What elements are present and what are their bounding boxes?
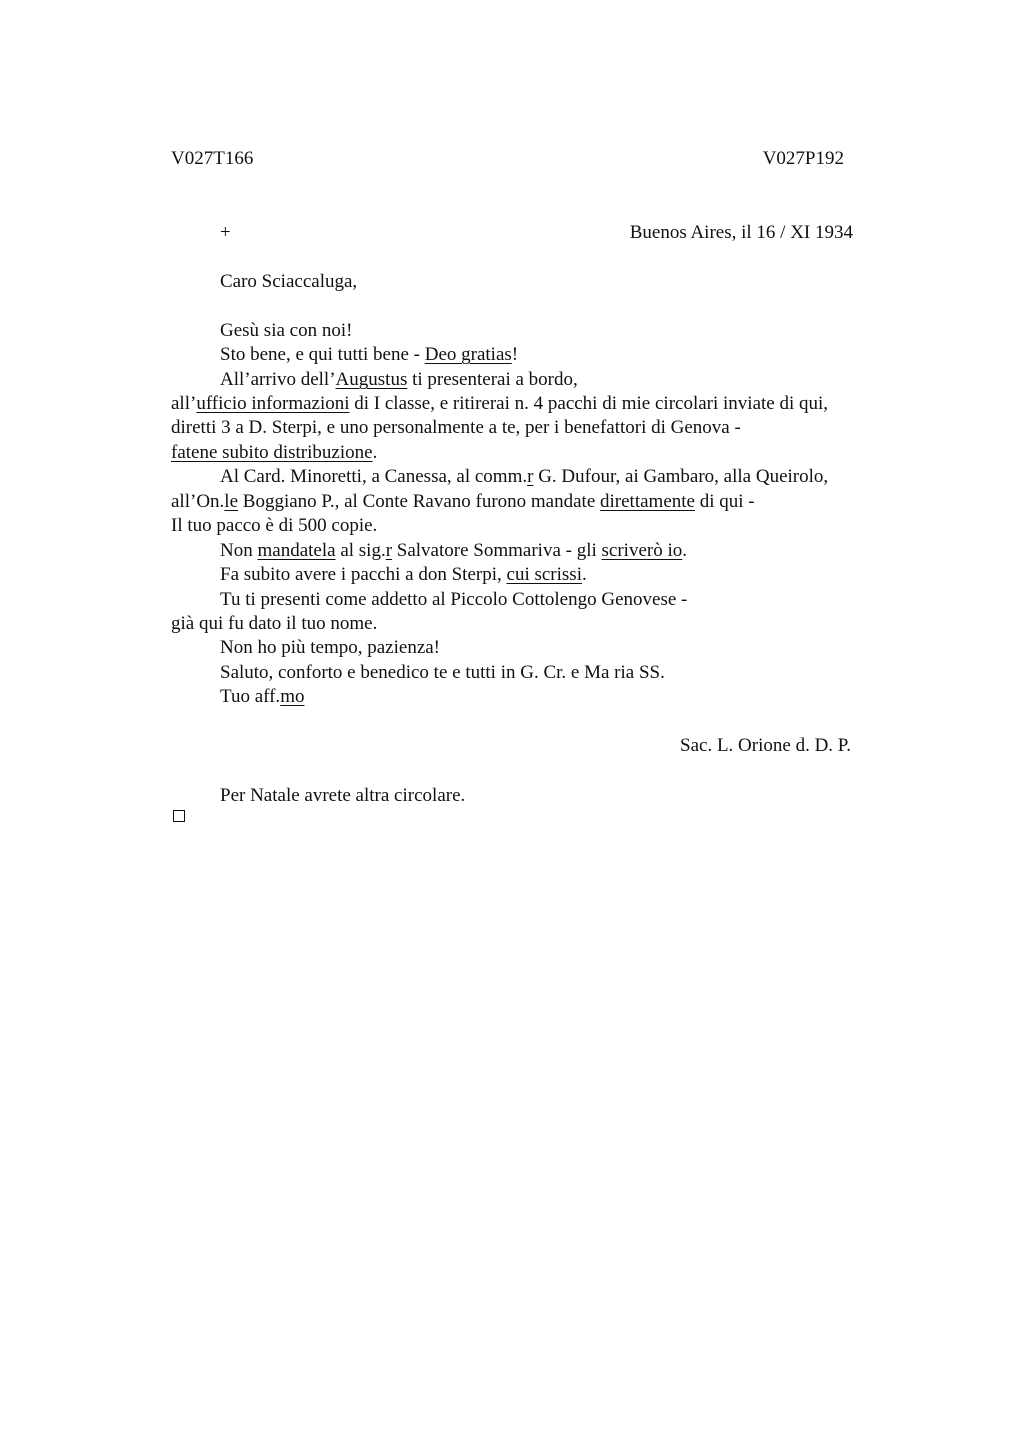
underlined-text: scriverò io [601,540,683,561]
letter-line-12: Tu ti presenti come addetto al Piccolo Cottolengo Genovese - [220,589,688,610]
letter-line-3: All’arrivo dell’Augustus ti presenterai a bordo, [220,369,578,390]
underlined-text: mo [280,686,305,707]
document-code-left: V027T166 [171,148,254,169]
letter-line-15: Saluto, conforto e benedico te e tutti in G. Cr. e Ma ria SS. [220,662,665,683]
underlined-text: r [527,466,534,487]
underlined-text: direttamente [600,491,695,512]
letter-line-2: Sto bene, e qui tutti bene - Deo gratias! [220,344,519,365]
letter-line-10: Non mandatela al sig.r Salvatore Sommariva - gli scriverò io. [220,540,687,561]
letter-line-7: Al Card. Minoretti, a Canessa, al comm.r G. Dufour, ai Gambaro, alla Queirolo, [220,466,829,487]
postscript: Per Natale avrete altra circolare. [220,785,466,806]
letter-line-6: fatene subito distribuzione. [171,442,378,463]
signature: Sac. L. Orione d. D. P. [680,735,851,756]
underlined-text: mandatela [257,540,336,561]
underlined-text: le [224,491,239,512]
underlined-text: ufficio informazioni [196,393,350,414]
underlined-text: Deo gratias [424,344,512,365]
place-date: Buenos Aires, il 16 / XI 1934 [629,222,853,243]
letter-line-5: diretti 3 a D. Sterpi, e uno personalmente a te, per i benefattori di Genova - [171,417,741,438]
letter-line-11: Fa subito avere i pacchi a don Sterpi, cui scrissi. [220,564,587,585]
letter-line-14: Non ho più tempo, pazienza! [220,637,441,658]
underlined-text: r [385,540,393,561]
letter-line-4: all’ufficio informazioni di I classe, e ritirerai n. 4 pacchi di mie circolari inviate di qui, [171,393,829,414]
letter-line-16: Tuo aff.mo [220,686,305,707]
cross-mark: + [220,222,231,243]
underlined-text: fatene subito distribuzione [171,442,373,463]
underlined-text: Augustus [335,369,408,390]
letter-line-13: già qui fu dato il tuo nome. [171,613,378,634]
salutation: Caro Sciaccaluga, [220,271,358,292]
letter-line-1: Gesù sia con noi! [220,320,353,341]
letter-line-8: all’On.le Boggiano P., al Conte Ravano furono mandate direttamente di qui - [171,491,755,512]
document-code-right: V027P192 [762,148,844,169]
end-of-document-box-icon [173,810,185,822]
underlined-text: cui scrissi [506,564,582,585]
letter-line-9: Il tuo pacco è di 500 copie. [171,515,378,536]
